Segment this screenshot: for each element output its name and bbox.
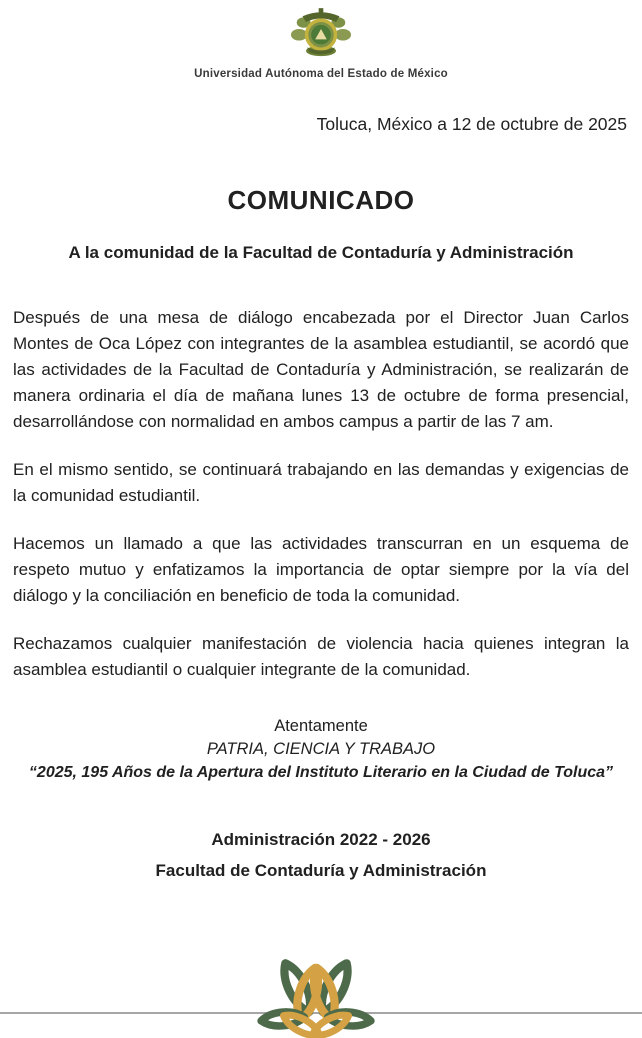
paragraph-respect: Hacemos un llamado a que las actividades transcurran en un esquema de respeto mutuo y enfatizamos la importancia de optar siempre por la vía del diálogo y la conciliación en beneficio de toda la comunidad. bbox=[13, 534, 629, 605]
year-legend: “2025, 195 Años de la Apertura del Instituto Literario en la Ciudad de Toluca” bbox=[28, 764, 614, 781]
dateline: Toluca, México a 12 de octubre de 2025 bbox=[316, 114, 627, 134]
document-footer bbox=[0, 954, 642, 1024]
document-title: COMUNICADO bbox=[227, 185, 415, 215]
paragraph-violence: Rechazamos cualquier manifestación de violencia hacia quienes integran la asamblea estudiantil o cualquier integrante de la comunidad. bbox=[13, 634, 629, 679]
crest-flourish-right bbox=[335, 29, 351, 41]
closing-block bbox=[13, 715, 629, 784]
signature-block bbox=[13, 824, 629, 886]
paragraph-demands: En el mismo sentido, se continuará trabajando en las demandas y exigencias de la comunidad estudiantil. bbox=[13, 460, 629, 505]
university-motto: PATRIA, CIENCIA Y TRABAJO bbox=[206, 740, 436, 758]
petal-motif-icon bbox=[191, 952, 441, 1038]
body-text bbox=[13, 305, 629, 683]
uaemex-crest-icon bbox=[283, 7, 359, 59]
document-subtitle: A la comunidad de la Facultad de Contaduría y Administración bbox=[68, 243, 574, 262]
document-header bbox=[13, 0, 629, 80]
paragraph-agreement: Después de una mesa de diálogo encabezada por el Director Juan Carlos Montes de Oca López con integrantes de la asamblea estudiantil, se acordó que las actividades de la Facultad de Contaduría y Administración, se realizarán de manera ordinaria el día de mañana lunes 13 de octubre de forma presencial, desarrollándose con normalidad en ambos campus a partir de las 7 am. bbox=[13, 308, 629, 431]
closing-salutation: Atentamente bbox=[274, 717, 368, 735]
administration-period: Administración 2022 - 2026 bbox=[211, 830, 431, 849]
crest-flourish-left bbox=[291, 29, 307, 41]
faculty-name: Facultad de Contaduría y Administración bbox=[155, 861, 487, 880]
university-name: Universidad Autónoma del Estado de México bbox=[194, 68, 448, 80]
